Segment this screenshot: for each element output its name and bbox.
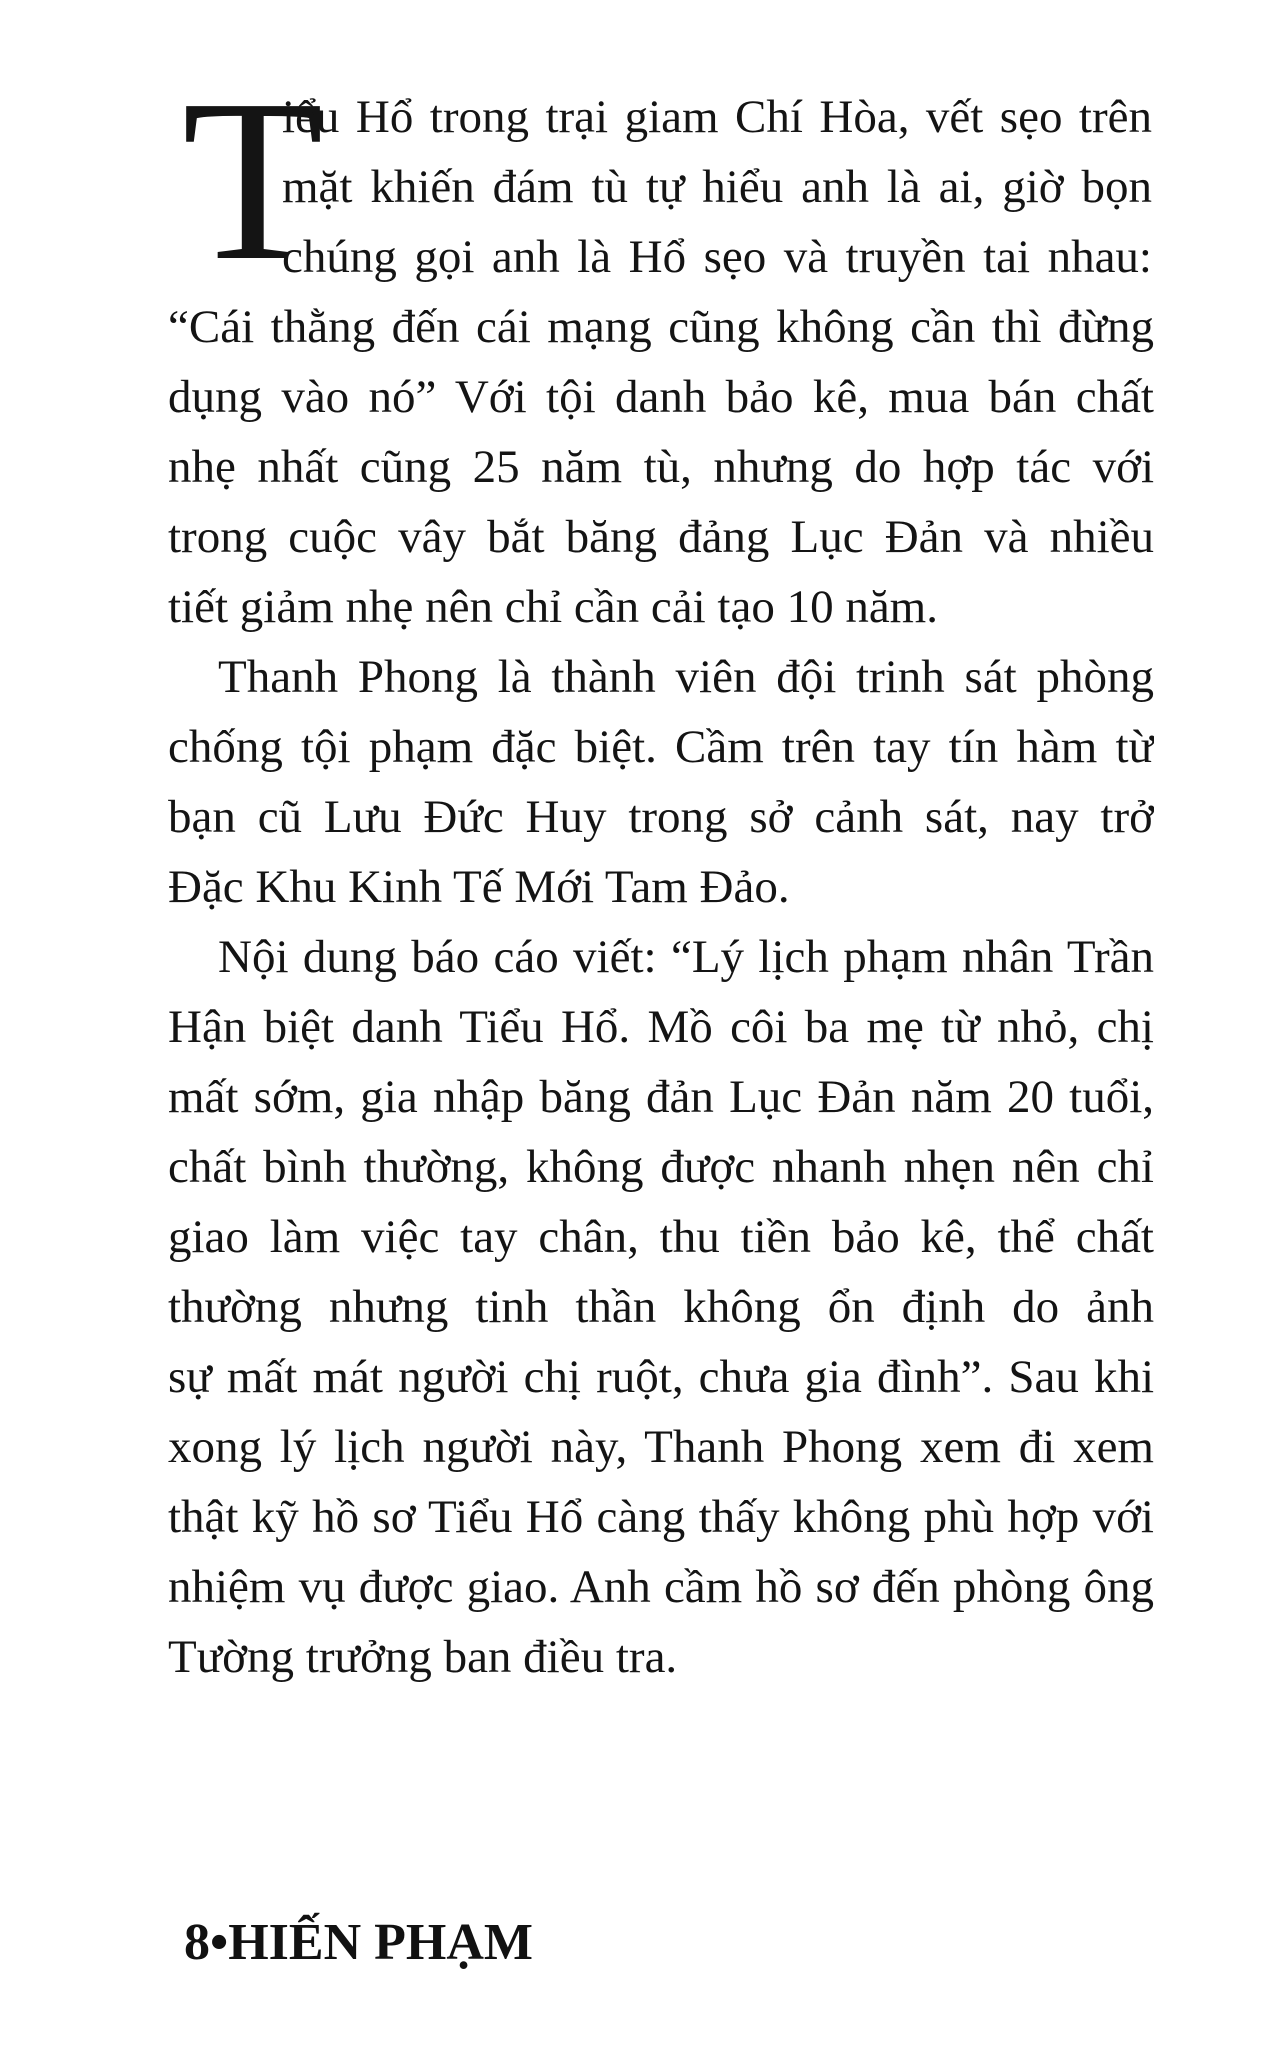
text-line: bạn cũ Lưu Đức Huy trong sở cảnh sát, nay trở — [168, 791, 1154, 843]
text-line: mất sớm, gia nhập băng đản Lục Đản năm 20 tuổi, — [168, 1071, 1154, 1123]
text-line: Tường trưởng ban điều tra. — [168, 1631, 678, 1683]
text-line: dụng vào nó” Với tội danh bảo kê, mua bán chất — [168, 371, 1154, 423]
drop-cap: T — [182, 52, 324, 309]
text-line: Hận biệt danh Tiểu Hổ. Mồ côi ba mẹ từ nhỏ, chị — [168, 1001, 1154, 1053]
text-line: thật kỹ hồ sơ Tiểu Hổ càng thấy không phù hợp với — [168, 1491, 1154, 1543]
text-line: mặt khiến đám tù tự hiểu anh là ai, giờ bọn — [282, 161, 1152, 213]
text-line: chúng gọi anh là Hổ sẹo và truyền tai nhau: — [282, 231, 1152, 283]
text-line: giao làm việc tay chân, thu tiền bảo kê, thể chất — [168, 1211, 1154, 1263]
text-line: sự mất mát người chị ruột, chưa gia đình”. Sau khi — [168, 1351, 1154, 1403]
text-line: “Cái thằng đến cái mạng cũng không cần thì đừng — [168, 301, 1154, 353]
text-line: tiết giảm nhẹ nên chỉ cần cải tạo 10 năm. — [168, 581, 938, 633]
text-line: iểu Hổ trong trại giam Chí Hòa, vết sẹo trên — [282, 91, 1152, 143]
page-heading: 8•HIẾN PHẠM — [184, 1914, 533, 1971]
text-line: thường nhưng tinh thần không ổn định do ảnh — [168, 1281, 1154, 1333]
text-line: trong cuộc vây bắt băng đảng Lục Đản và nhiều — [168, 511, 1154, 563]
text-line: chất bình thường, không được nhanh nhẹn nên chỉ — [168, 1141, 1154, 1193]
text-line: Đặc Khu Kinh Tế Mới Tam Đảo. — [168, 861, 790, 913]
text-line: xong lý lịch người này, Thanh Phong xem đi xem — [168, 1421, 1154, 1473]
text-line: nhiệm vụ được giao. Anh cầm hồ sơ đến phòng ông — [168, 1561, 1154, 1613]
text-line: chống tội phạm đặc biệt. Cầm trên tay tín hàm từ — [168, 721, 1154, 773]
text-line: nhẹ nhất cũng 25 năm tù, nhưng do hợp tác với — [168, 441, 1154, 493]
text-line: Nội dung báo cáo viết: “Lý lịch phạm nhân Trần — [218, 931, 1154, 983]
text-line: Thanh Phong là thành viên đội trinh sát phòng — [218, 651, 1154, 703]
